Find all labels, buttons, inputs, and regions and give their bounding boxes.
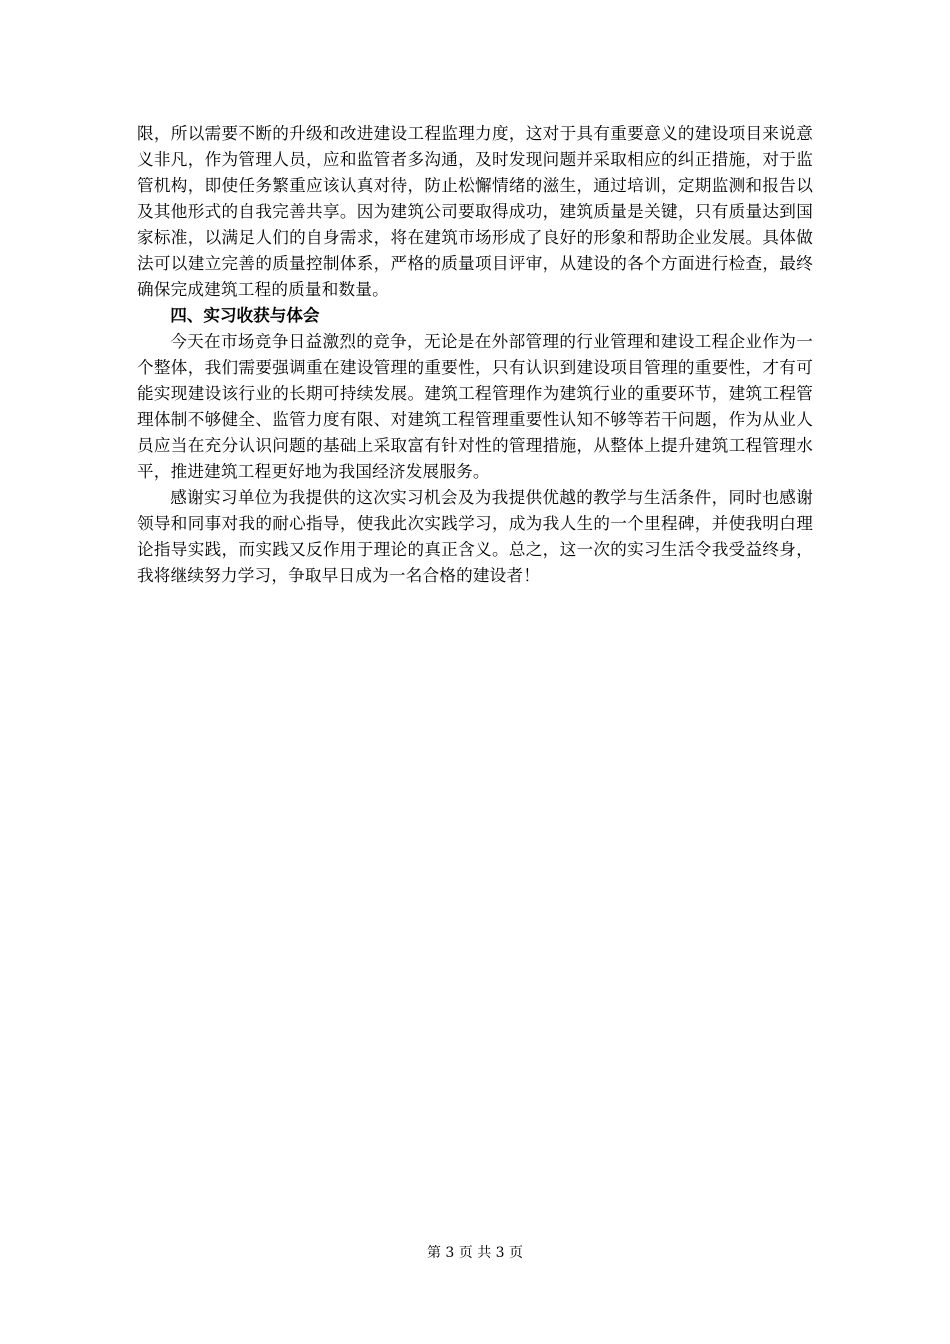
section-heading: 四、实习收获与体会 xyxy=(170,306,320,325)
paragraph-continuation: 限，所以需要不断的升级和改进建设工程监理力度，这对于具有重要意义的建设项目来说意义非凡，作为管理人员，应和监管者多沟通，及时发现问题并采取相应的纠正措施，对于监管机构，即使任务繁重应该认真对待，防止松懈情绪的滋生，通过培训，定期监测和报告以及其他形式的自我完善共享。因为建筑公司要取得成功，建筑质量是关键，只有质量达到国家标准，以满足人们的自身需求，将在建筑市场形成了良好的形象和帮助企业发展。具体做法可以建立完善的质量控制体系，严格的质量项目评审，从建设的各个方面进行检查，最终确保完成建筑工程的质量和数量。 xyxy=(137,124,813,299)
paragraph-industry-management: 今天在市场竞争日益激烈的竞争，无论是在外部管理的行业管理和建设工程企业作为一个整体，我们需要强调重在建设管理的重要性，只有认识到建设项目管理的重要性，才有可能实现建设该行业的长期可持续发展。建筑工程管理作为建筑行业的重要环节，建筑工程管理体制不够健全、监管力度有限、对建筑工程管理重要性认知不够等若干问题，作为从业人员应当在充分认识问题的基础上采取富有针对性的管理措施，从整体上提升建筑工程管理水平，推进建筑工程更好地为我国经济发展服务。 xyxy=(137,332,813,481)
page-number-footer: 第 3 页 共 3 页 xyxy=(426,1245,524,1261)
document-body xyxy=(137,121,813,589)
paragraph-acknowledgement: 感谢实习单位为我提供的这次实习机会及为我提供优越的教学与生活条件，同时也感谢领导和同事对我的耐心指导，使我此次实践学习，成为我人生的一个里程碑，并使我明白理论指导实践，而实践又反作用于理论的真正含义。总之，这一次的实习生活令我受益终身，我将继续努力学习，争取早日成为一名合格的建设者！ xyxy=(137,488,813,585)
